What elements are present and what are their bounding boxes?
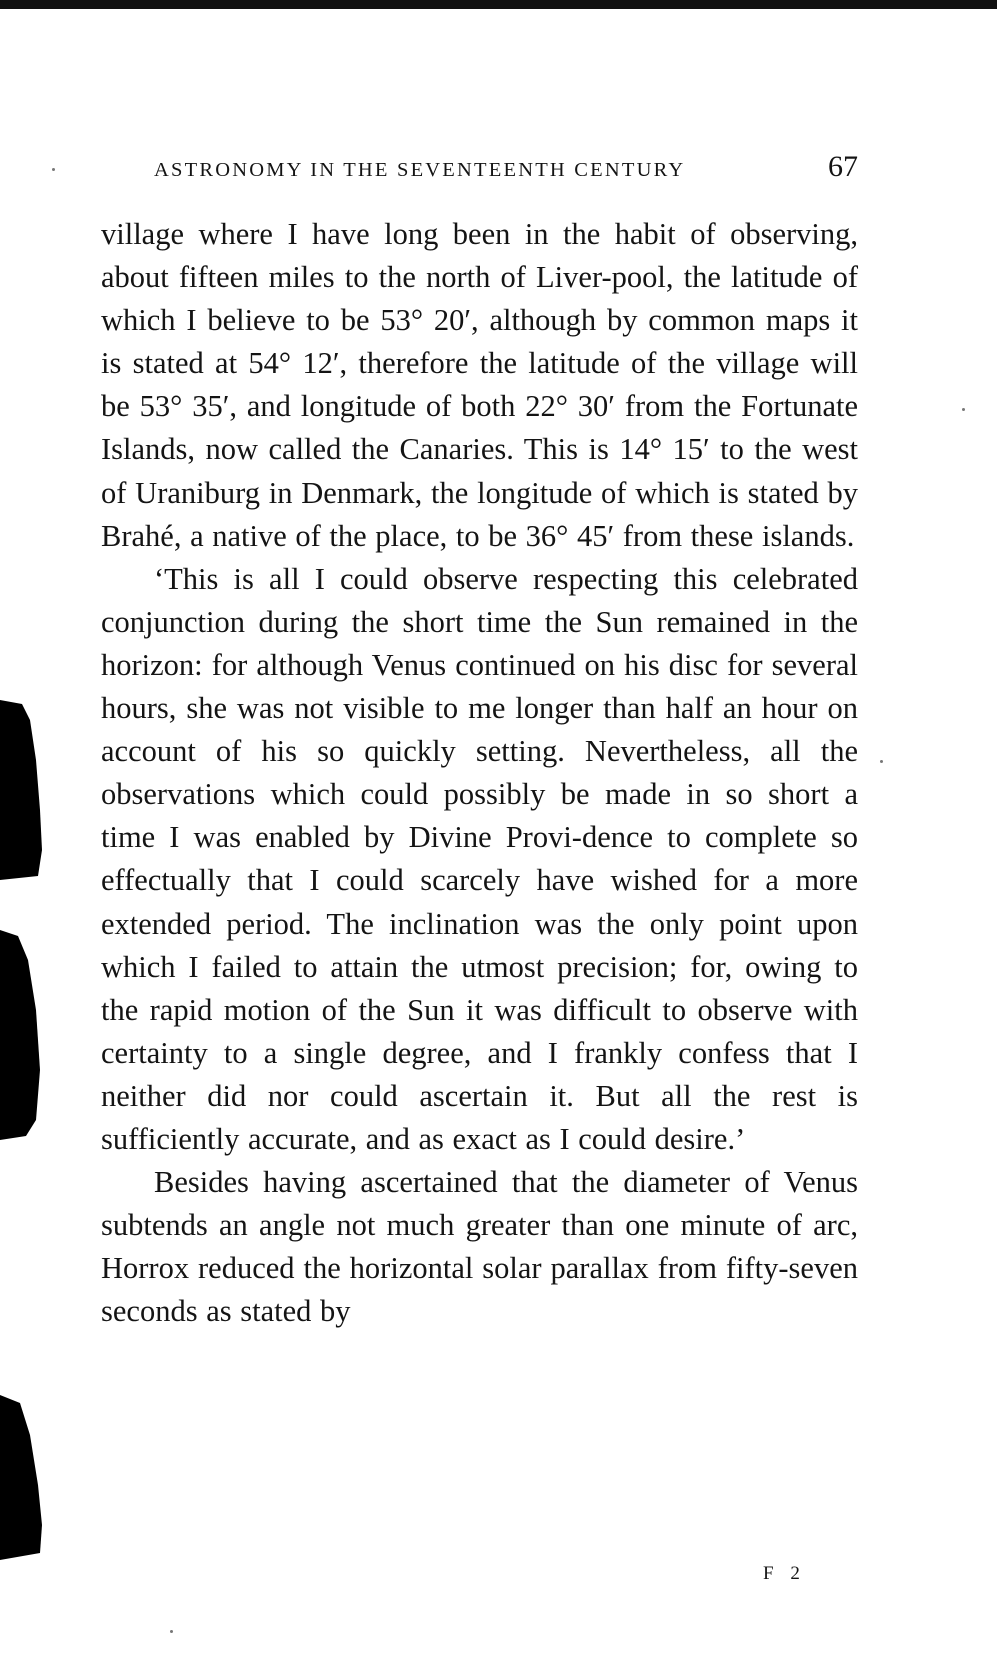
scan-speck xyxy=(962,408,965,411)
paragraph-3: Besides having ascertained that the diameter of Venus subtends an angle not much greater than one minute of arc, Horrox reduced the horizontal solar parallax from fifty-seven seconds as stated by xyxy=(101,1165,858,1329)
top-border-rule xyxy=(0,0,997,9)
signature-mark: F 2 xyxy=(763,1563,806,1584)
paragraph-2: ‘This is all I could observe respecting this celebrated conjunction during the short time the Sun remained in the horizon: for although Venus continued on his disc for several hours, she was not visible to me longer than half an hour on account of his so quickly setting. Nevertheless, all the observations which could possibly be made in so short a time I was enabled by Divine Provi-dence to complete so effectually that I could scarcely have wished for a more extended period. The inclination was the only point upon which I failed to attain the utmost precision; for, owing to the rapid motion of the Sun it was difficult to observe with certainty to a single degree, and I frankly confess that I neither did nor could ascertain it. But all the rest is sufficiently accurate, and as exact as I could desire.’ xyxy=(101,561,858,1156)
binding-shadow-lower xyxy=(0,1395,50,1560)
scan-speck xyxy=(52,168,55,171)
binding-shadow-middle xyxy=(0,930,50,1140)
binding-shadow-upper xyxy=(0,700,50,880)
running-head: ASTRONOMY IN THE SEVENTEENTH CENTURY xyxy=(154,159,686,181)
scan-speck xyxy=(880,760,883,763)
page-header xyxy=(154,150,858,184)
scan-speck xyxy=(170,1630,173,1633)
body-text xyxy=(101,213,858,1333)
page-number: 67 xyxy=(828,150,858,183)
paragraph-1: village where I have long been in the habit of observing, about fifteen miles to the north of Liver-pool, the latitude of which I believe to be 53° 20′, although by common maps it is stated at 54° 12′, therefore the latitude of the village will be 53° 35′, and longitude of both 22° 30′ from the Fortunate Islands, now called the Canaries. This is 14° 15′ to the west of Uraniburg in Denmark, the longitude of which is stated by Brahé, a native of the place, to be 36° 45′ from these islands. xyxy=(101,217,858,553)
